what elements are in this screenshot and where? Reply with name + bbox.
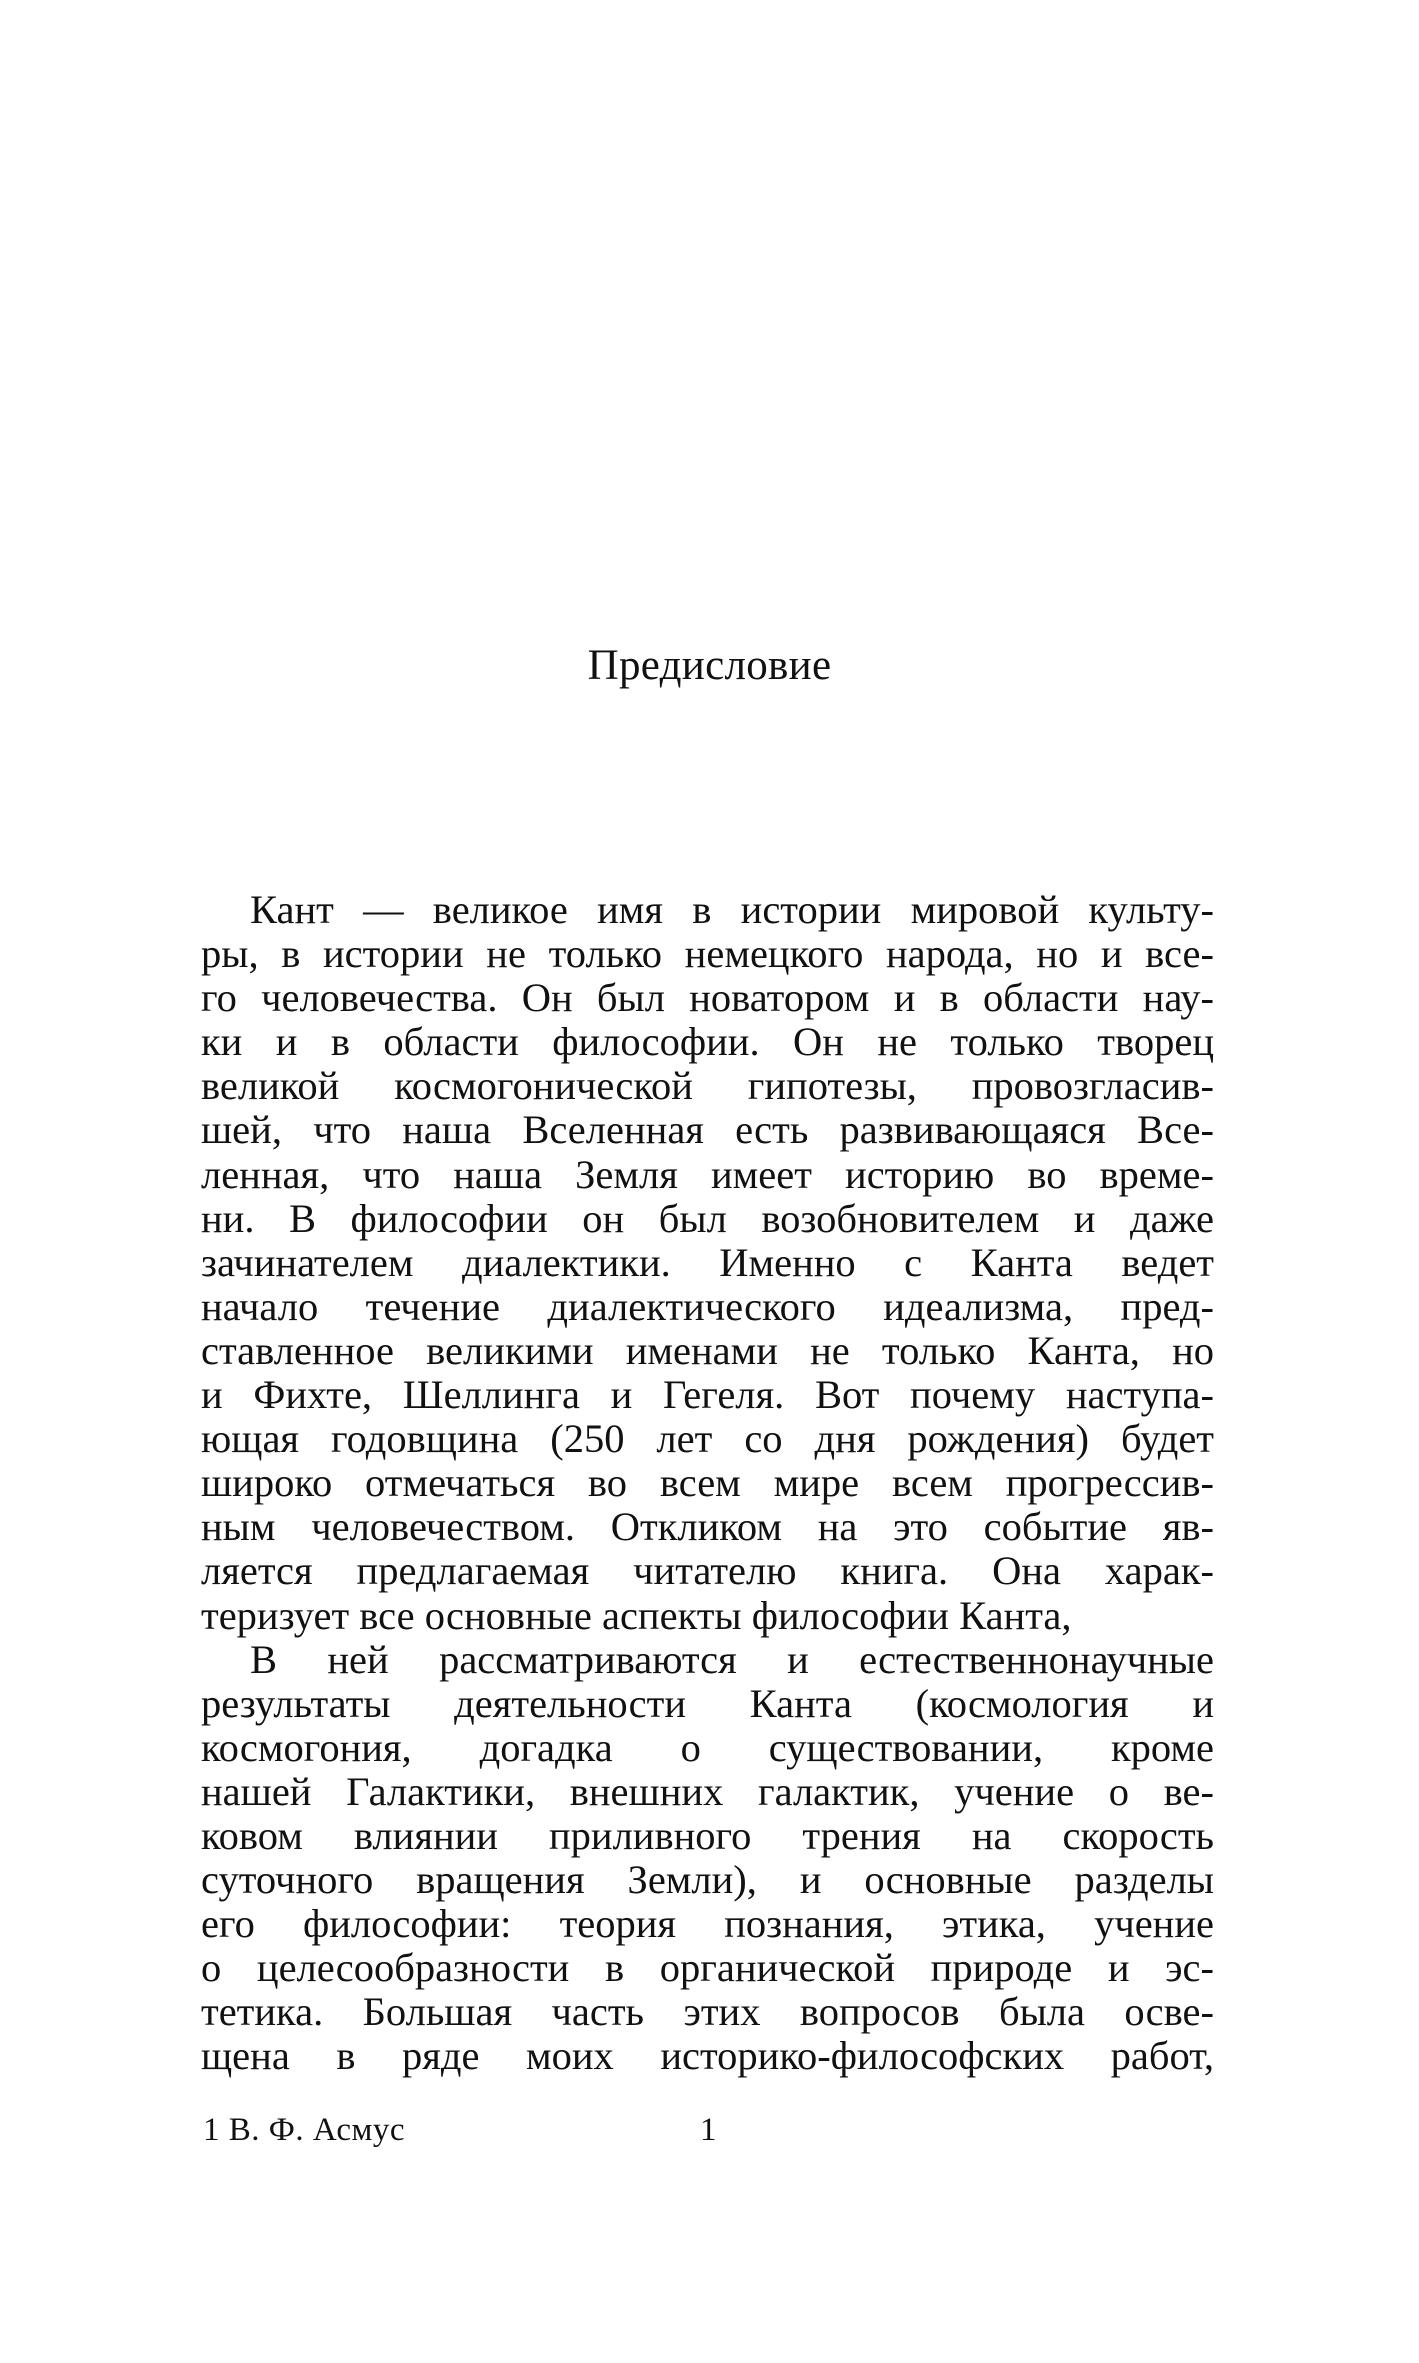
text-line: Кант — великое имя в истории мировой культу- [250,887,1214,932]
text-line: шей, что наша Вселенная есть развивающаяся Все- [201,1107,1214,1153]
text-line: ни. В философии он был возобновителем и даже [201,1195,1214,1241]
text-line: суточного вращения Земли), и основные разделы [201,1857,1214,1903]
text-line: ным человечеством. Откликом на это событие яв- [201,1504,1214,1550]
text-line: ры, в истории не только немецкого народа, но и все- [201,931,1214,977]
text-line: о целесообразности в органической природе и эс- [201,1945,1214,1991]
preface-text [201,888,1214,2079]
signature-mark: 1 В. Ф. Асмус [203,2112,406,2148]
text-line: широко отмечаться во всем мире всем прогрессив- [201,1460,1214,1506]
text-line: ставленное великими именами не только Канта, но [201,1327,1214,1373]
page-number: 1 [700,2112,717,2148]
text-line: ки и в области философии. Он не только творец [201,1019,1214,1065]
text-line: космогония, догадка о существовании, кроме [201,1724,1214,1770]
text-line: теризует все основные аспекты философии Канта, [201,1592,1072,1638]
text-line: великой космогонической гипотезы, провозгласив- [201,1063,1214,1109]
text-line: ющая годовщина (250 лет со дня рождения) будет [201,1416,1214,1462]
text-line: щена в ряде моих историко-философских работ, [201,2033,1214,2079]
text-line: ковом влиянии приливного трения на скорость [201,1812,1214,1858]
text-line: его философии: теория познания, этика, учение [201,1901,1214,1947]
text-line: нашей Галактики, внешних галактик, учение о ве- [201,1768,1214,1814]
text-line: ляется предлагаемая читателю книга. Она харак- [201,1548,1214,1594]
text-line: начало течение диалектического идеализма, пред- [201,1283,1214,1329]
text-line: го человечества. Он был новатором и в области нау- [201,975,1214,1021]
page-title: Предисловие [587,642,832,689]
text-line: ленная, что наша Земля имеет историю во време- [201,1151,1214,1197]
text-line: и Фихте, Шеллинга и Гегеля. Вот почему наступа- [201,1372,1214,1418]
text-line: тетика. Большая часть этих вопросов была осве- [201,1989,1214,2035]
text-line: зачинателем диалектики. Именно с Канта ведет [201,1239,1214,1285]
text-line: В ней рассматриваются и естественнонаучные [250,1636,1214,1682]
text-line: результаты деятельности Канта (космология и [201,1680,1214,1726]
